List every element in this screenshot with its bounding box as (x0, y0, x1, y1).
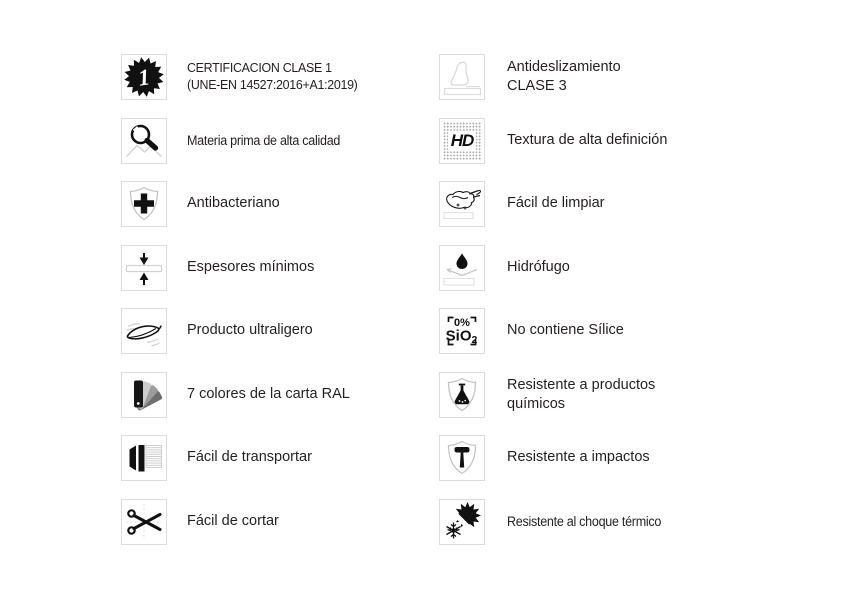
dot-pattern (443, 122, 481, 160)
feature-label: Fácil de transportar (187, 449, 312, 466)
sio2-formula: SiO (445, 327, 472, 345)
feature-label: Antideslizamiento (507, 58, 621, 75)
antislip-foot-icon (439, 54, 485, 100)
sio2-subscript: 2 (471, 334, 478, 346)
feature-label: No contiene Sílice (507, 322, 624, 339)
water-drop-icon (439, 245, 485, 291)
feature-raw-material-quality (121, 118, 352, 164)
feature-label: Antibacteriano (187, 195, 280, 212)
feature-impact-resistant (439, 435, 650, 481)
feature-label: Resistente a productos (507, 376, 656, 393)
feature-certification-class-1 (121, 54, 363, 100)
percent-label: 0% (454, 317, 470, 329)
hd-texture-icon (439, 118, 485, 164)
feature-minimum-thickness (121, 245, 314, 291)
class-1-badge-icon (121, 54, 167, 100)
feature-label: Producto ultraligero (187, 322, 313, 339)
thermal-shock-icon (439, 499, 485, 545)
feature-antislip-class-3 (439, 54, 621, 100)
feature-antibacterial (121, 181, 280, 227)
feature-chemical-resistant (439, 372, 655, 418)
feature-label: Hidrófugo (507, 259, 570, 276)
feature-label: Espesores mínimos (187, 259, 315, 276)
feature-sublabel: químicos (507, 396, 566, 412)
feature-label: Resistente a impactos (507, 449, 650, 466)
impact-hammer-shield-icon (439, 435, 485, 481)
feature-thermal-shock (439, 499, 673, 545)
feather-icon (121, 308, 167, 354)
feature-label: Textura de alta definición (507, 132, 668, 149)
antibacterial-shield-icon (121, 181, 167, 227)
transport-panels-icon (121, 435, 167, 481)
chemical-flask-shield-icon (439, 372, 485, 418)
feature-sublabel: CLASE 3 (507, 78, 567, 94)
feature-label: CERTIFICACION CLASE 1 (187, 60, 332, 76)
clean-hand-icon (439, 181, 485, 227)
feature-hydrophobic (439, 245, 570, 291)
feature-label: Fácil de limpiar (507, 195, 605, 212)
svg-text:SiO2 (446, 328, 478, 347)
feature-label: Fácil de cortar (187, 513, 279, 530)
ral-color-fan-icon (121, 372, 167, 418)
feature-ultralight (121, 308, 313, 354)
feature-sublabel: (UNE-EN 14527:2016+A1:2019) (187, 77, 358, 92)
image-quality-magnifier-icon (121, 118, 167, 164)
no-silica-icon (439, 308, 485, 354)
feature-ral-colors (121, 372, 350, 418)
feature-no-silica (439, 308, 624, 354)
feature-label: Materia prima de alta calidad (187, 133, 341, 149)
scissors-icon (121, 499, 167, 545)
feature-label: 7 colores de la carta RAL (187, 386, 350, 403)
feature-hd-texture (439, 118, 667, 164)
feature-label: Resistente al choque térmico (507, 514, 662, 530)
badge-number: 1 (136, 64, 152, 91)
feature-easy-clean (439, 181, 605, 227)
feature-easy-transport (121, 435, 312, 481)
feature-easy-cut (121, 499, 279, 545)
min-thickness-arrows-icon (121, 245, 167, 291)
hd-label: HD (448, 131, 477, 151)
